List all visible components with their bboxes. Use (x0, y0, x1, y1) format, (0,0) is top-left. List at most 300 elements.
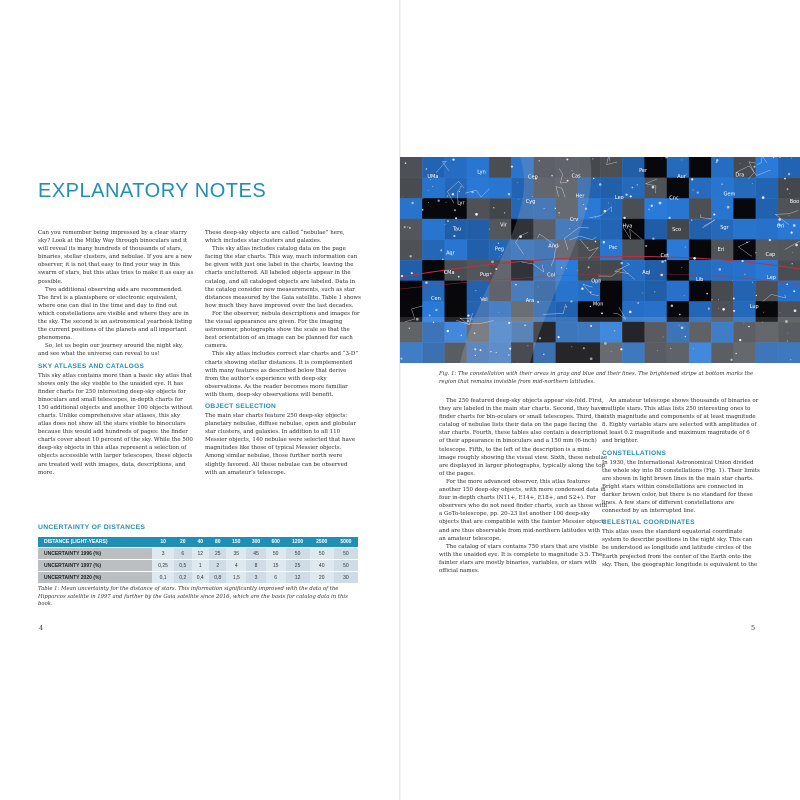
featured-objects-paragraph: The 250 featured deep-sky objects appear six-fold. First, they are labeled in the main star charts. Second, they have finder charts for bin-oculars or small telescopes. Third, the catalog of nebulae lists their data on the page facing the star charts. Fourth, these tables also contain a description of their appearance in binoculars and a 150 mm (6-inch) telescope. Fifth, to the left of the description is a mini-image roughly showing the visual view. Sixth, these nebulae are displayed in larger photographs, typically along the top of the pages. (439, 398, 608, 477)
advanced-observer-paragraph: For the more advanced observer, this atlas features another 150 deep-sky objects, with more condensed data in four in-depth charts (N11+, E14+, E18+, and S2+). For observers who do not need finder charts, such as those with a GoTo-telescope, pp. 20–23 list another 100 deep-sky objects that are compatible with the fainter Messier objects and are thus observable from mid-northern latitudes with an amateur telescope. (439, 478, 608, 542)
table-header-cell: 150 (226, 537, 246, 548)
star-charts-paragraph: This sky atlas includes correct star charts and “3-D” charts showing stellar distances. It is complemented with many features as described below that derive from the author’s experience with deep-sky observations. As the reader becomes more familiar with them, deep-sky observations will benefit. (205, 351, 359, 398)
star-dot (601, 312, 603, 314)
star-dot (593, 178, 595, 180)
constellation-label: Pup (480, 272, 490, 279)
constellation-area (667, 260, 690, 281)
star-dot (625, 193, 627, 195)
star-dot (544, 208, 545, 209)
constellation-area (400, 219, 423, 240)
constellation-area (467, 219, 490, 240)
star-dot (629, 311, 632, 314)
table-cell: 12 (192, 548, 209, 560)
star-dot (452, 158, 454, 160)
constellation-area (444, 157, 467, 178)
constellation-area (400, 260, 423, 281)
constellation-area (444, 178, 467, 199)
star-dot (787, 341, 788, 342)
star-dot (684, 295, 685, 296)
star-dot (784, 178, 786, 180)
star-dot (411, 202, 414, 205)
star-dot (664, 260, 666, 262)
star-dot (630, 195, 632, 197)
star-dot (538, 287, 539, 288)
star-dot (498, 243, 499, 244)
star-dot (722, 308, 725, 311)
star-dot (654, 291, 655, 292)
star-dot (433, 322, 434, 323)
star-dot (511, 165, 513, 167)
table-header-cell: 5000 (334, 537, 358, 548)
constellation-label: Ori (776, 223, 785, 230)
star-dot (752, 282, 753, 283)
constellation-area (733, 198, 756, 219)
table-header-cell: 20 (174, 537, 191, 548)
table-cell: 0,8 (209, 572, 226, 584)
constellation-label: Gem (723, 191, 736, 198)
table-cell: 6 (174, 548, 191, 560)
star-dot (637, 302, 639, 304)
star-dot (551, 175, 553, 177)
star-dot (732, 280, 733, 281)
table-header-cell: 300 (246, 537, 266, 548)
star-dot (614, 330, 615, 331)
sky-atlases-paragraph: This sky atlas contains more than a basic sky atlas that shows only the sky visible to the unaided eye. It has finder charts for 250 interesting deep-sky objects for binoculars and small telescopes, in-depth charts for 150 additional objects and another 100 objects without charts. Unlike comprehensive star atlases, this sky atlas does not show all the stars visible to binoculars because this would add hundreds of pages: the finder charts cover about 10 percent of the sky. While the 500 deep-sky objects in this atlas represent a selection of objects accessible with larger telescopes, these objects are treated well with images, data, descriptions, and more. (38, 372, 193, 476)
constellation-label: Vel (480, 296, 488, 303)
page-number-left: 4 (39, 624, 44, 632)
star-dot (611, 351, 612, 352)
constellation-label: Aqr (446, 250, 455, 257)
star-dot (793, 290, 795, 292)
star-dot (455, 217, 457, 219)
table-cell: 35 (226, 548, 246, 560)
table-cell: 20 (310, 572, 334, 584)
table-cell: 1,5 (226, 572, 246, 584)
star-dot (517, 362, 518, 363)
star-dot (691, 220, 692, 221)
star-dot (741, 260, 743, 262)
section-heading-constellations: CONSTELLATIONS (602, 449, 667, 457)
star-dot (416, 318, 419, 321)
constellation-area (711, 260, 734, 281)
table-cell: 25 (209, 548, 226, 560)
star-dot (679, 314, 681, 316)
star-dot (621, 262, 623, 264)
star-dot (727, 206, 730, 209)
star-dot (660, 274, 663, 277)
star-dot (670, 348, 671, 349)
constellation-label: Vir (500, 222, 507, 229)
constellation-area (556, 281, 579, 302)
table-title: UNCERTAINTY OF DISTANCES (38, 524, 146, 531)
constellation-area (711, 198, 734, 219)
table-cell: 8 (246, 560, 266, 572)
table-cell: 0,2 (174, 572, 191, 584)
star-dot (788, 173, 790, 175)
constellation-area (400, 198, 423, 219)
constellation-label: Eri (717, 247, 725, 254)
star-dot (401, 275, 403, 277)
star-dot (558, 212, 560, 214)
constellation-label: Lyr (457, 200, 465, 207)
star-dot (792, 263, 793, 264)
table-cell: 50 (286, 548, 310, 560)
star-dot (679, 325, 680, 326)
constellation-label: Per (639, 167, 648, 174)
star-dot (577, 270, 578, 271)
star-dot (531, 262, 532, 263)
table-row (38, 560, 358, 572)
star-dot (496, 352, 497, 353)
star-dot (733, 310, 735, 312)
star-dot (467, 320, 469, 322)
constellation-area (667, 198, 690, 219)
table-cell: 6 (266, 572, 286, 584)
constellation-area (422, 219, 445, 240)
right-column-2 (602, 397, 760, 569)
right-column-1 (439, 397, 608, 575)
catalog-data-paragraph: This sky atlas includes catalog data on the page facing the star charts. This way, much information can be given with just one label in the charts, leaving the charts uncluttered. All labeled objects appear in the catalog, and all cataloged objects are labeled. Data in the catalog consider new measurements, such as star distances measured by the Gaia satellite. Table 1 shows how much they have improved over the last decades. (205, 246, 361, 309)
star-dot (788, 333, 789, 334)
star-dot (532, 196, 533, 197)
star-dot (405, 162, 407, 164)
star-dot (599, 183, 602, 186)
constellation-label: Hya (622, 223, 633, 230)
section-heading-sky-atlases: SKY ATLASES AND CATALOGS (38, 362, 145, 370)
table-caption: Table 1: Mean uncertainty for the distance of stars. This information significantly improved with the data of the Hipparcos satellite in 1997 and further by the Gaia satellite since 2016, which are the basis for catalog data in this book. (38, 586, 348, 608)
star-dot (648, 209, 650, 211)
constellation-area (644, 219, 667, 240)
star-dot (790, 359, 791, 360)
star-dot (588, 266, 590, 268)
star-dot (662, 336, 663, 337)
table-cell: 0,5 (174, 560, 191, 572)
star-dot (480, 349, 482, 351)
star-dot (657, 350, 658, 351)
table-row-label: UNCERTAINTY 1997 (%) (38, 560, 152, 572)
table-cell: 50 (266, 548, 286, 560)
star-dot (769, 239, 771, 241)
star-dot (685, 246, 686, 247)
constellation-area (689, 239, 712, 260)
constellation-label: Peg (494, 246, 504, 253)
star-dot (537, 301, 539, 303)
constellation-label: Cet (660, 252, 670, 259)
constellation-area (600, 281, 623, 302)
constellation-area (467, 178, 490, 199)
star-dot (474, 332, 476, 334)
star-dot (555, 208, 556, 209)
constellation-area (733, 281, 756, 302)
constellation-area (400, 178, 423, 199)
star-dot (787, 188, 789, 190)
constellation-area (689, 157, 712, 178)
star-dot (791, 158, 792, 159)
star-dot (409, 227, 411, 229)
star-dot (785, 320, 788, 323)
constellation-label: Cap (765, 252, 776, 259)
table-cell: 50 (310, 548, 334, 560)
star-dot (708, 308, 710, 310)
table-header-row (38, 537, 358, 548)
constellation-label: Boo (789, 198, 800, 205)
constellation-area (644, 157, 667, 178)
constellation-label: Lib (696, 276, 704, 283)
star-catalog-paragraph: The catalog of stars contains 750 stars that are visible with the unaided eye. It is complete to magnitude 3.5. The fainter stars are mostly binaries, variables, or stars with official names. (439, 543, 603, 574)
star-dot (744, 323, 745, 324)
star-dot (762, 196, 765, 199)
constellation-label: Crv (569, 217, 579, 223)
star-dot (508, 193, 510, 195)
star-dot (410, 255, 412, 257)
constellation-area (756, 157, 779, 178)
star-dot (756, 295, 757, 296)
constellation-label: Cyg (525, 199, 536, 206)
star-dot (509, 348, 511, 350)
star-dot (407, 227, 408, 228)
table-cell: 25 (286, 560, 310, 572)
star-dot (686, 174, 687, 175)
star-dot (429, 314, 431, 316)
star-dot (681, 326, 684, 329)
star-dot (711, 299, 712, 300)
star-dot (493, 207, 494, 208)
star-dot (504, 212, 505, 213)
star-dot (438, 200, 440, 202)
star-dot (652, 186, 655, 189)
star-dot (409, 328, 410, 329)
table-cell: 12 (286, 572, 310, 584)
star-dot (739, 339, 741, 341)
left-column-2 (205, 229, 361, 477)
constellation-area (733, 239, 756, 260)
section-heading-celestial-coordinates: CELESTIAL COORDINATES (602, 519, 695, 527)
star-dot (447, 220, 449, 222)
table-row-label: UNCERTAINTY 2020 (%) (38, 572, 152, 584)
star-dot (571, 346, 572, 347)
constellation-label: Lep (767, 275, 776, 282)
star-dot (595, 241, 597, 243)
observer-paragraph: For the observer, nebula descriptions and images for the visual appearance are given. For the imaging astronomer, photographs show the scale so that the best orientation of an image can be planned for each camera. (205, 310, 360, 350)
celestial-coordinates-paragraph: This atlas uses the standard equatorial coordinate system to describe positions in the night sky. This can be understood as longitude and latitude circles of the Earth projected from the center of the Earth onto the sky. Then, the geographic longitude is equivalent to the (602, 529, 758, 568)
constellation-label: Lup (749, 304, 759, 310)
table-cell: 4 (226, 560, 246, 572)
star-dot (697, 192, 699, 194)
constellation-area (600, 260, 623, 281)
table-cell: 45 (246, 548, 266, 560)
constellation-label: Lyn (477, 169, 486, 176)
constellation-area (467, 198, 490, 219)
star-dot (620, 348, 622, 350)
constellation-area (756, 198, 779, 219)
figure-caption: Fig. 1: The constellation with their areas in gray and blue and their lines. The brightened stripe at bottom marks the region that remains invisible from mid-northern latitudes. (439, 371, 754, 385)
star-dot (524, 324, 526, 326)
star-dot (735, 353, 736, 354)
constellation-area (400, 281, 423, 302)
star-dot (491, 261, 494, 264)
star-dot (718, 308, 719, 309)
constellation-area (711, 157, 734, 178)
constellation-label: Cas (571, 173, 581, 180)
constellation-label: Tau (452, 226, 462, 233)
star-dot (422, 209, 424, 211)
star-dot (632, 187, 634, 189)
constellation-area (644, 281, 667, 302)
constellation-area (400, 239, 423, 260)
table-row (38, 572, 358, 584)
constellation-area (689, 178, 712, 199)
star-dot (566, 306, 568, 308)
star-dot (718, 299, 719, 300)
constellation-area (467, 239, 490, 260)
constellation-area (644, 198, 667, 219)
star-dot (706, 293, 708, 295)
star-dot (440, 249, 442, 251)
object-selection-paragraph: The main star charts feature 250 deep-sky objects: planetary nebulae, diffuse nebulae, open and globular star clusters, and galaxies. In addition to all 110 Messier objects, 140 nebulae were selected that have magnitudes like those of typical Messier objects. Among similar nebulae, those further north were slightly favored. All these nebulae can be observed with an amateur’s telescope. (205, 412, 356, 476)
star-dot (462, 280, 463, 281)
star-dot (795, 244, 798, 247)
observing-aids-paragraph: Two additional observing aids are recommended. The first is a planisphere or electronic equivalent, where one can dial in the time and day to find out which constellations are visible and where they are in the sky. The second is an astronomical yearbook listing the current positions of the planets and all important phenomena. (38, 286, 192, 342)
table-cell: 0,4 (192, 572, 209, 584)
star-dot (475, 290, 476, 291)
constellation-label: Cnc (669, 195, 679, 202)
star-dot (608, 203, 609, 204)
table-cell: 50 (334, 560, 358, 572)
star-dot (744, 274, 745, 275)
constellation-area (600, 219, 623, 240)
star-dot (740, 163, 741, 164)
star-dot (590, 357, 593, 360)
left-column-1 (38, 229, 194, 477)
star-dot (590, 306, 591, 307)
star-dot (595, 217, 596, 218)
star-dot (404, 226, 406, 228)
star-dot (401, 358, 403, 360)
constellation-area (489, 157, 512, 178)
star-dot (425, 281, 428, 284)
nebulae-definition-paragraph: These deep-sky objects are called “nebulae” here, which includes star clusters and galaxies. (205, 230, 345, 245)
star-dot (561, 267, 562, 268)
star-dot (667, 157, 668, 158)
table-header-distance: DISTANCE (LIGHT-YEARS) (38, 537, 152, 548)
star-dot (570, 300, 572, 302)
uncertainty-table (38, 537, 358, 583)
constellation-area (622, 198, 645, 219)
star-dot (748, 326, 749, 327)
table-header-cell: 600 (266, 537, 286, 548)
star-dot (475, 355, 476, 356)
star-dot (569, 228, 570, 229)
star-dot (435, 309, 437, 311)
star-dot (590, 325, 592, 327)
star-dot (780, 312, 781, 313)
star-dot (517, 182, 518, 183)
constellation-label: Aur (677, 173, 686, 180)
constellation-area (756, 178, 779, 199)
star-dot (474, 348, 476, 350)
star-dot (567, 180, 569, 182)
constellation-area (778, 178, 800, 199)
constellation-label: And (548, 243, 559, 250)
star-dot (581, 288, 583, 290)
constellation-area (622, 239, 645, 260)
star-dot (411, 272, 413, 274)
constellation-label: Ara (525, 297, 535, 304)
constellation-area (689, 219, 712, 240)
star-dot (543, 354, 544, 355)
constellation-area (489, 178, 512, 199)
star-dot (753, 166, 755, 168)
star-dot (659, 202, 662, 205)
table-cell: 2 (209, 560, 226, 572)
star-dot (572, 170, 573, 171)
star-dot (518, 199, 519, 200)
star-dot (495, 268, 497, 270)
star-dot (685, 336, 686, 337)
star-dot (566, 268, 567, 269)
constellation-area (689, 281, 712, 302)
binaries-paragraph: An amateur telescope shows thousands of binaries or multiple stars. This atlas lists 250 interesting ones to sixth magnitude and components of at least magnitude 8. Eighty variable stars are selected with amplitudes of at least 0.2 magnitude and maximum magnitude of 6 and brighter. (602, 398, 759, 445)
star-dot (730, 359, 732, 361)
constellation-area (711, 281, 734, 302)
star-dot (452, 193, 454, 195)
star-dot (558, 336, 560, 338)
star-dot (445, 224, 446, 225)
star-dot (690, 223, 691, 224)
star-dot (721, 184, 722, 185)
star-dot (681, 267, 682, 268)
star-dot (645, 245, 647, 247)
constellation-area (756, 281, 779, 302)
constellation-label: Aql (642, 270, 651, 276)
star-dot (762, 322, 763, 323)
section-heading-object-selection: OBJECT SELECTION (205, 402, 277, 410)
intro-paragraph: Can you remember being impressed by a clear starry sky? Look at the Milky Way through binoculars and it will reveal its many hundreds of thousands of stars, binaries, stellar clusters, and nebulae. If you are a new observer, it is not that easy to find your way in this swarm of stars, but this atlas tries to make it as easy as possible. (38, 230, 194, 285)
star-dot (490, 351, 491, 352)
star-dot (467, 314, 469, 316)
right-page (400, 0, 800, 800)
star-dot (681, 160, 682, 161)
table-cell: 50 (334, 548, 358, 560)
star-dot (642, 293, 643, 294)
page-title: EXPLANATORY NOTES (38, 180, 267, 202)
constellations-paragraph: In 1930, the International Astronomical Union divided the whole sky into 88 constellations (Fig. 1). Their limits are shown in light brown lines in the main star charts. Bright stars within constellations are connected in darker brown color, but there is no standard for these lines. A few stars of different constellations are connected by an interrupted line. (602, 459, 760, 515)
constellation-label: Mon (592, 301, 604, 308)
star-dot (661, 158, 662, 159)
constellation-area (733, 178, 756, 199)
star-dot (426, 168, 427, 169)
table-header-cell: 2500 (310, 537, 334, 548)
constellation-label: Col (547, 272, 556, 279)
constellation-area (444, 281, 467, 302)
star-dot (713, 213, 715, 215)
star-dot (583, 347, 585, 349)
constellation-label: Her (575, 193, 585, 200)
star-dot (515, 284, 517, 286)
star-dot (671, 304, 674, 307)
star-dot (693, 190, 694, 191)
star-dot (453, 235, 455, 237)
star-dot (604, 342, 607, 345)
star-dot (559, 215, 560, 216)
table-row-label: UNCERTAINTY 1996 (%) (38, 548, 152, 560)
star-dot (458, 276, 460, 278)
star-dot (693, 349, 694, 350)
star-dot (792, 252, 793, 253)
star-dot (763, 312, 764, 313)
star-dot (647, 186, 648, 187)
star-dot (428, 190, 429, 191)
